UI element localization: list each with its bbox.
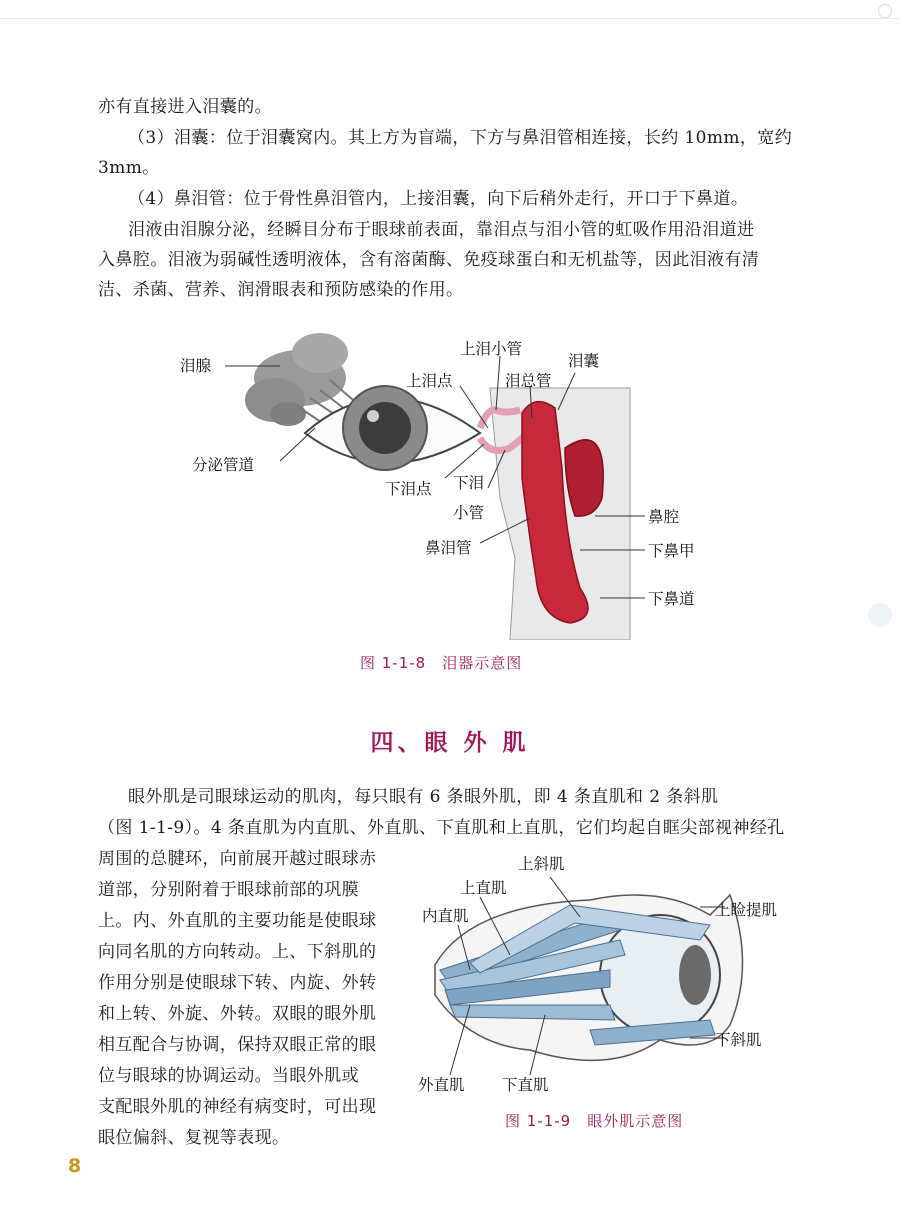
label-lower-canaliculus-1: 下泪 [453,474,485,492]
label-inferior-turbinate: 下鼻甲 [648,542,695,560]
paragraph-line: 相互配合与协调，保持双眼正常的眼 [98,1035,377,1055]
lacrimal-apparatus-figure [170,318,700,640]
edge-mark [868,603,892,627]
paragraph-line: （图 1-1-9）。4 条直肌为内直肌、外直肌、下直肌和上直肌，它们均起自眶尖部视神经孔 [98,818,785,838]
paragraph-line: 上。内、外直肌的主要功能是使眼球 [98,911,377,931]
paragraph-line: 亦有直接进入泪囊的。 [98,97,272,117]
label-nasal-cavity: 鼻腔 [648,508,680,526]
figure-caption: 图 1-1-9 眼外肌示意图 [505,1112,684,1130]
paragraph-line: 眼位偏斜、复视等表现。 [98,1128,290,1148]
label-superior-oblique: 上斜肌 [518,855,565,873]
paragraph-line: 向同名肌的方向转动。上、下斜肌的 [98,942,377,962]
section-heading: 四、眼 外 肌 [370,730,530,756]
paragraph-line: 道部，分别附着于眼球前部的巩膜 [98,880,359,900]
paragraph-line: （4）鼻泪管：位于骨性鼻泪管内，上接泪囊，向下后稍外走行，开口于下鼻道。 [128,189,749,209]
label-inferior-rectus: 下直肌 [502,1076,549,1094]
label-upper-canaliculus: 上泪小管 [460,340,523,358]
label-nasolacrimal-duct: 鼻泪管 [425,539,472,557]
label-secretory-duct: 分泌管道 [192,456,255,474]
corner-mark [878,4,892,18]
label-lower-punctum: 下泪点 [385,480,432,498]
label-inferior-meatus: 下鼻道 [648,590,695,608]
label-upper-punctum: 上泪点 [406,372,453,390]
paragraph-line: 入鼻腔。泪液为弱碱性透明液体，含有溶菌酶、免疫球蛋白和无机盐等，因此泪液有清 [98,250,760,270]
label-medial-rectus: 内直肌 [422,907,469,925]
paragraph-line: 泪液由泪腺分泌，经瞬目分布于眼球前表面，靠泪点与泪小管的虹吸作用沿泪道进 [128,220,755,240]
label-common-canaliculus: 泪总管 [505,372,552,390]
top-rule [0,18,900,19]
label-inferior-oblique: 下斜肌 [715,1031,762,1049]
label-lower-canaliculus-2: 小管 [453,504,485,522]
label-lacrimal-gland: 泪腺 [180,357,212,375]
paragraph-line: 作用分别是使眼球下转、内旋、外转 [98,973,377,993]
paragraph-line: 眼外肌是司眼球运动的肌肉，每只眼有 6 条眼外肌，即 4 条直肌和 2 条斜肌 [128,787,719,807]
paragraph-line: 3mm。 [98,158,160,178]
paragraph-line: 支配眼外肌的神经有病变时，可出现 [98,1097,377,1117]
label-levator: 上睑提肌 [715,901,778,919]
extraocular-muscles-figure [410,845,790,1100]
paragraph-line: 位与眼球的协调运动。当眼外肌或 [98,1066,359,1086]
paragraph-line: 和上转、外旋、外转。双眼的眼外肌 [98,1004,377,1024]
figure-caption: 图 1-1-8 泪器示意图 [360,654,523,672]
paragraph-line: 洁、杀菌、营养、润滑眼表和预防感染的作用。 [98,280,464,300]
page-number: 8 [68,1155,82,1177]
label-lateral-rectus: 外直肌 [418,1076,465,1094]
paragraph-line: （3）泪囊：位于泪囊窝内。其上方为盲端，下方与鼻泪管相连接，长约 10mm，宽约 [128,128,793,148]
label-superior-rectus: 上直肌 [460,879,507,897]
paragraph-line: 周围的总腱环，向前展开越过眼球赤 [98,849,377,869]
label-lacrimal-sac: 泪囊 [568,352,600,370]
